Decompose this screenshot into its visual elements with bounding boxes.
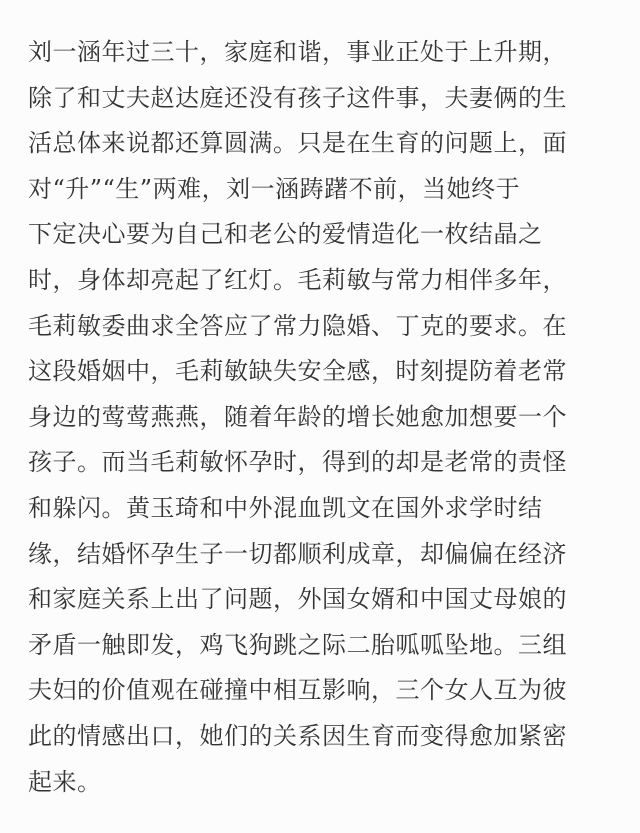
text-line: 孩子。而当毛莉敏怀孕时，得到的却是老常的责怪 [28,448,567,477]
text-line: 刘一涵年过三十，家庭和谐，事业正处于上升期， [28,38,567,66]
text-line: 活总体来说都还算圆满。只是在生育的问题上，面 [28,129,567,158]
text-line: 对“升”“生”两难，刘一涵踌躇不前，当她终于 [28,174,521,203]
text-line: 这段婚姻中，毛莉敏缺失安全感，时刻提防着老常 [28,357,567,386]
text-line: 缘，结婚怀孕生子一切都顺利成章，却偏偏在经济 [28,539,567,568]
text-line: 时，身体却亮起了红灯。毛莉敏与常力相伴多年， [28,265,567,294]
text-line: 毛莉敏委曲求全答应了常力隐婚、丁克的要求。在 [28,311,567,340]
text-line: 和躲闪。黄玉琦和中外混血凯文在国外求学时结 [28,493,543,522]
text-line: 身边的莺莺燕燕，随着年龄的增长她愈加想要一个 [28,402,567,431]
text-line: 矛盾一触即发，鸡飞狗跳之际二胎呱呱坠地。三组 [28,630,567,659]
text-line: 下定决心要为自己和老公的爱情造化一枚结晶之 [28,220,543,249]
text-line: 此的情感出口，她们的关系因生育而变得愈加紧密 [28,721,567,750]
text-line: 和家庭关系上出了问题，外国女婿和中国丈母娘的 [28,585,567,614]
text-line: 起来。 [28,767,102,796]
text-line: 除了和丈夫赵达庭还没有孩子这件事，夫妻俩的生 [28,83,567,112]
article-paragraph [28,30,612,805]
text-line: 夫妇的价值观在碰撞中相互影响，三个女人互为彼 [28,676,567,705]
